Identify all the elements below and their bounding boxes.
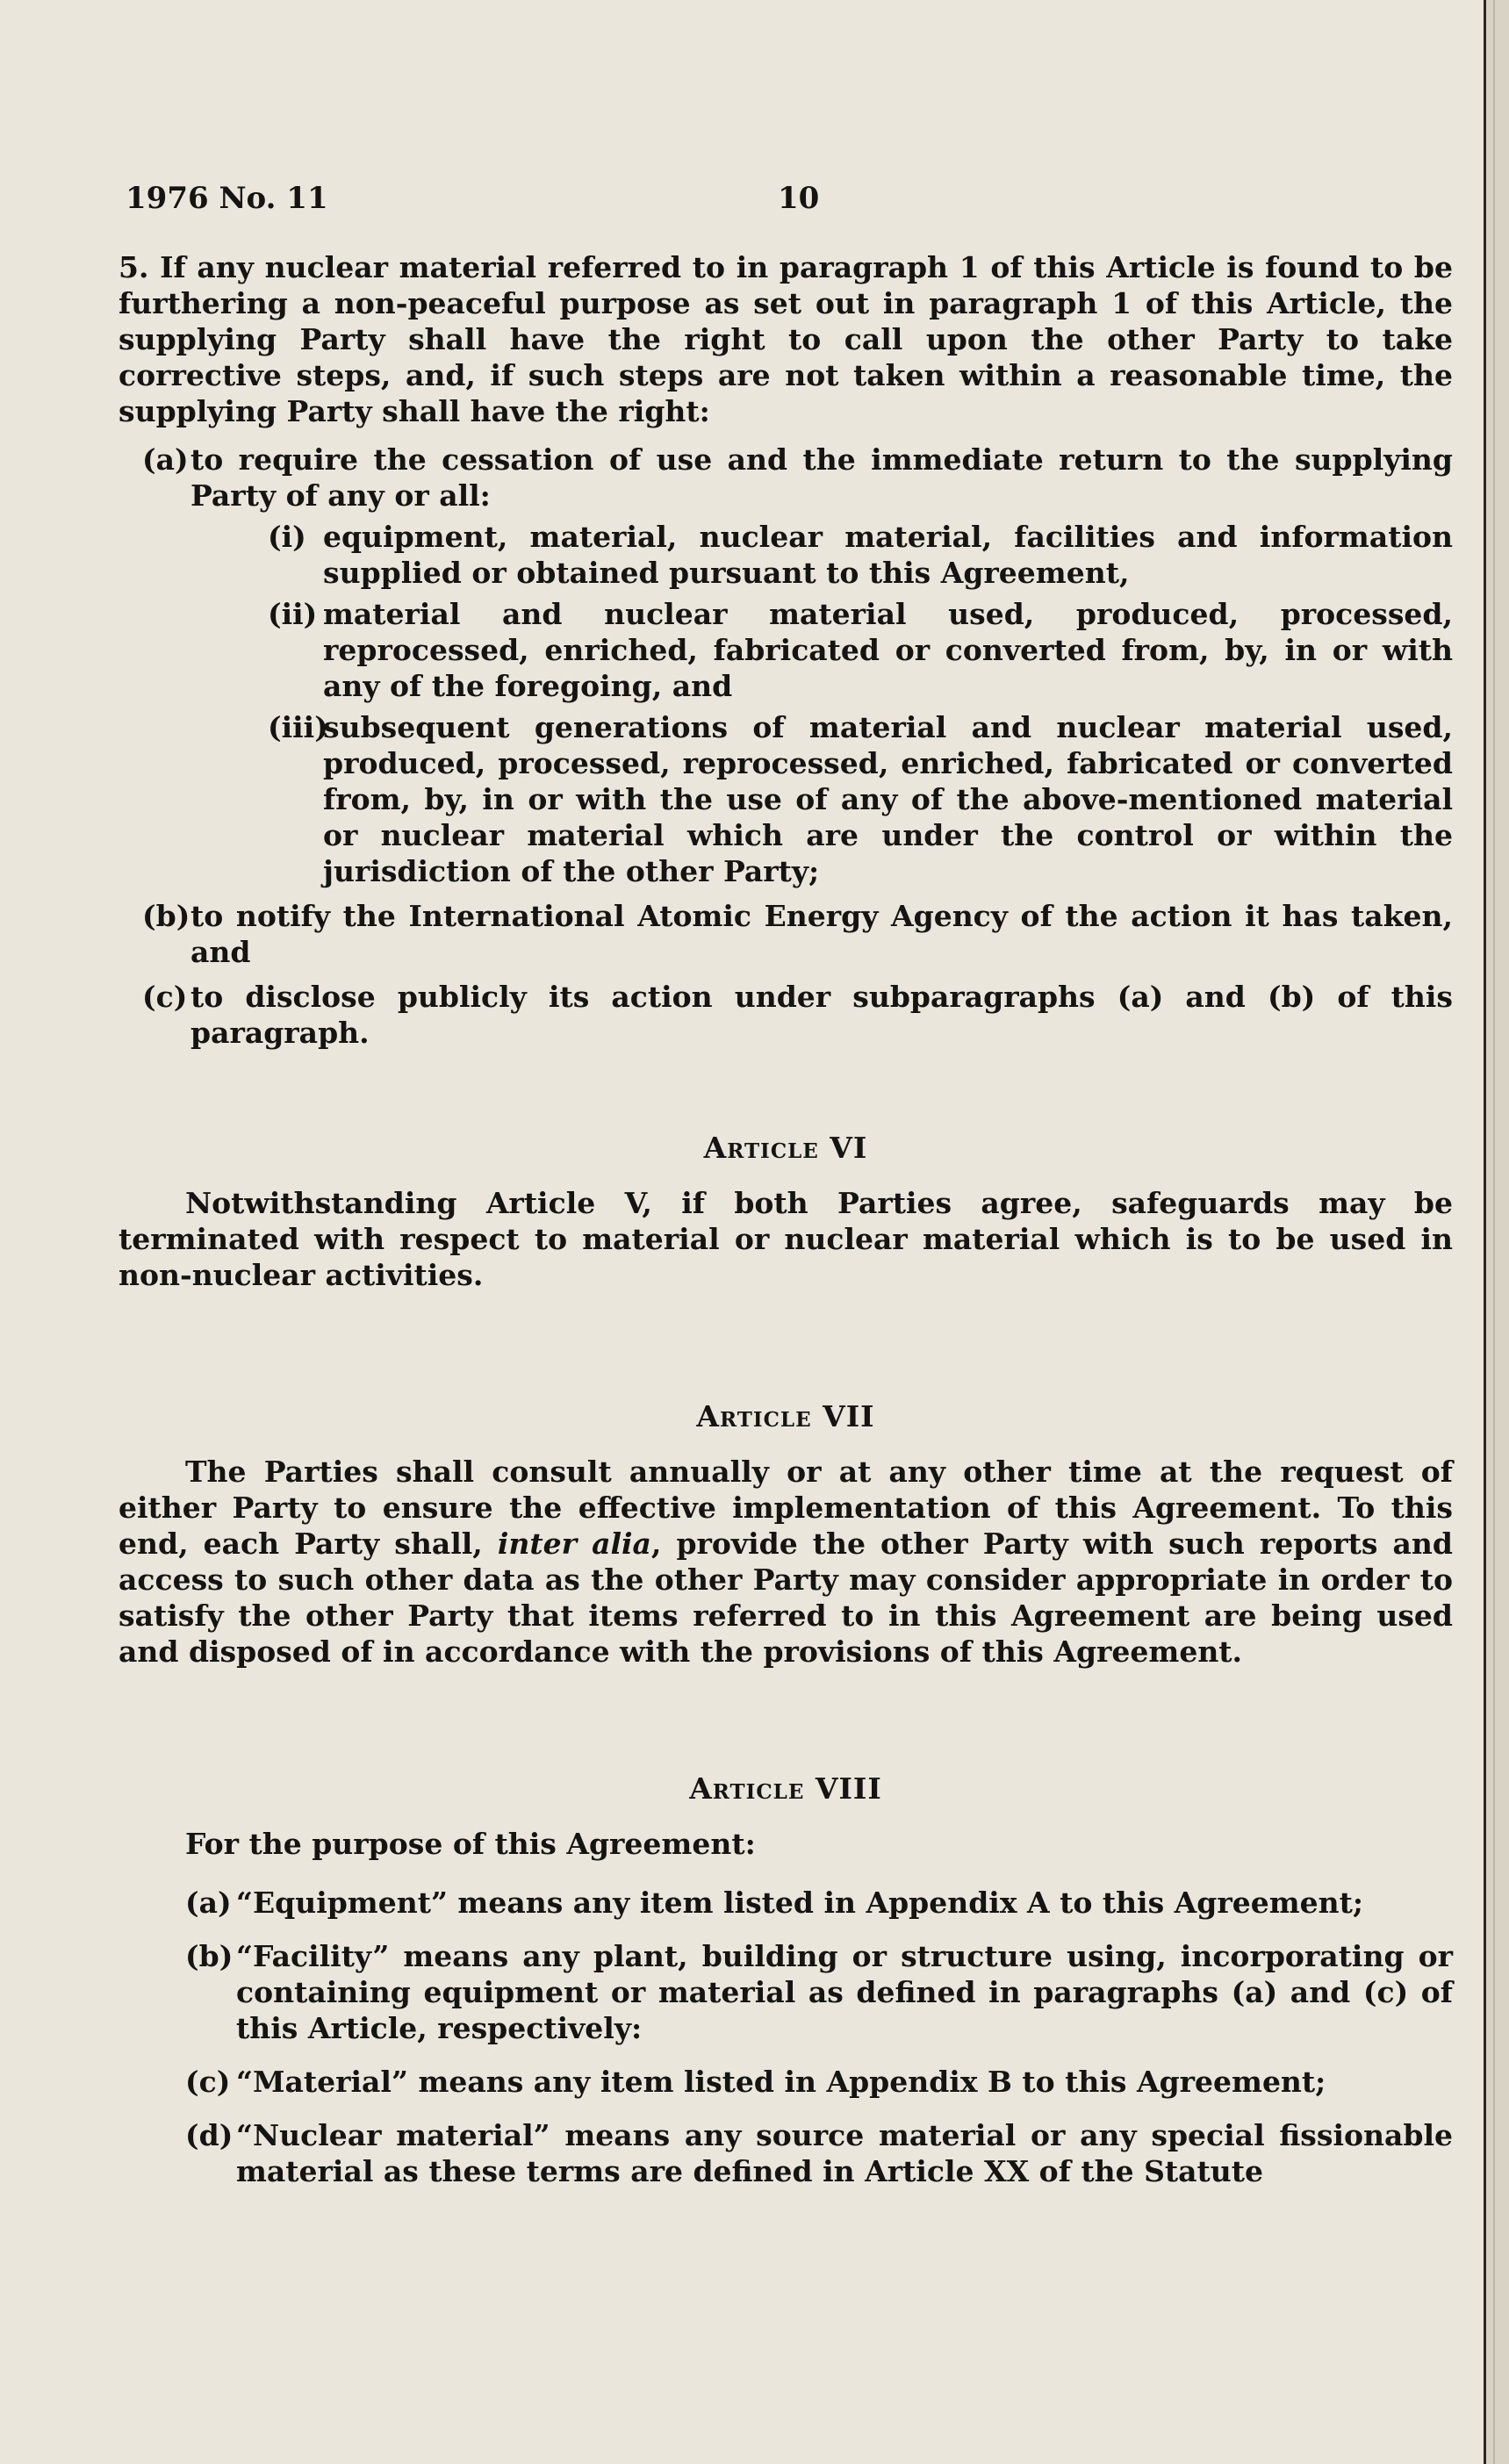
item-text: subsequent generations of material and nuclear material used, produced, processed, reprocessed, enriched, fabricated or converted from, by, in or with the use of any of the above-mentioned material or nuclear material which are under the control or within the jurisdiction of the other Party; bbox=[323, 710, 1453, 888]
article-7-italic: inter alia bbox=[497, 1527, 651, 1561]
article-8-heading: Article VIII bbox=[689, 1771, 882, 1806]
header-page-number: 10 bbox=[778, 181, 820, 216]
para5-item-c bbox=[119, 979, 1453, 1051]
item-label: (d) bbox=[185, 2118, 234, 2152]
article-6-heading: Article VI bbox=[703, 1131, 868, 1165]
item-label: (c) bbox=[142, 980, 188, 1014]
page-header bbox=[126, 181, 820, 216]
article-7-heading: Article VII bbox=[696, 1399, 875, 1433]
page-edge-line bbox=[1493, 0, 1495, 2464]
item-text: “Material” means any item listed in Appendix B to this Agreement; bbox=[236, 2065, 1326, 2099]
definition-c bbox=[119, 2064, 1453, 2100]
item-label: (c) bbox=[185, 2065, 231, 2099]
definition-a bbox=[119, 1885, 1453, 1921]
article-8-intro: For the purpose of this Agreement: bbox=[185, 1827, 756, 1861]
definition-d bbox=[119, 2117, 1453, 2189]
item-text: “Equipment” means any item listed in Appendix A to this Agreement; bbox=[236, 1886, 1364, 1920]
item-label: (b) bbox=[185, 1939, 234, 1973]
para5-item-i bbox=[119, 519, 1453, 591]
header-year-number: 1976 No. 11 bbox=[126, 181, 328, 216]
item-text: to disclose publicly its action under subparagraphs (a) and (b) of this paragraph. bbox=[190, 980, 1453, 1050]
item-label: (i) bbox=[268, 520, 306, 554]
item-text: “Facility” means any plant, building or structure using, incorporating or containing equipment or material as defined in paragraphs (a) and (c) of this Article, respectively: bbox=[236, 1939, 1453, 2045]
item-label: (b) bbox=[142, 899, 190, 933]
definitions-list bbox=[119, 1885, 1453, 2189]
item-text: equipment, material, nuclear material, facilities and information supplied or obtained pursuant to this Agreement, bbox=[323, 520, 1453, 590]
article-7-text-start: The Parties shall consult annually or at any other time at the request of either Party to ensure the effective implementation of this Agreement. To this end, each Party shall, bbox=[119, 1455, 1453, 1561]
item-label: (a) bbox=[142, 442, 189, 477]
para5-item-b bbox=[119, 898, 1453, 970]
article-7-text bbox=[119, 1454, 1453, 1670]
document-body bbox=[119, 249, 1453, 2207]
item-label: (ii) bbox=[268, 597, 318, 631]
item-label: (iii) bbox=[268, 710, 328, 744]
para5-item-ii bbox=[119, 596, 1453, 704]
page-edge-shadow bbox=[1484, 0, 1509, 2464]
article-6-text: Notwithstanding Article V, if both Parties agree, safeguards may be terminated with respect to material or nuclear material which is to be used in non-nuclear activities. bbox=[119, 1186, 1453, 1292]
definition-b bbox=[119, 1938, 1453, 2046]
article-7-text-end: , provide the other Party with such reports and access to such other data as the other Party may consider appropriate in order to satisfy the other Party that items referred to in this Agreement are being used and disposed of in accordance with the provisions of this Agreement. bbox=[119, 1527, 1453, 1669]
item-text: “Nuclear material” means any source material or any special fissionable material as these terms are defined in Article XX of the Statute bbox=[236, 2118, 1453, 2188]
item-text: to require the cessation of use and the immediate return to the supplying Party of any or all: bbox=[190, 442, 1453, 513]
para5-item-iii bbox=[119, 709, 1453, 889]
para5-item-a bbox=[119, 442, 1453, 514]
item-label: (a) bbox=[185, 1886, 232, 1920]
paragraph-5-intro: 5. If any nuclear material referred to in paragraph 1 of this Article is found to be furthering a non-peaceful purpose as set out in paragraph 1 of this Article, the supplying Party shall have the right to call upon the other Party to take corrective steps, and, if such steps are not taken within a reasonable time, the supplying Party shall have the right: bbox=[119, 250, 1453, 428]
item-text: to notify the International Atomic Energy Agency of the action it has taken, and bbox=[190, 899, 1453, 969]
item-text: material and nuclear material used, produced, processed, reprocessed, enriched, fabricated or converted from, by, in or with any of the foregoing, and bbox=[323, 597, 1453, 703]
